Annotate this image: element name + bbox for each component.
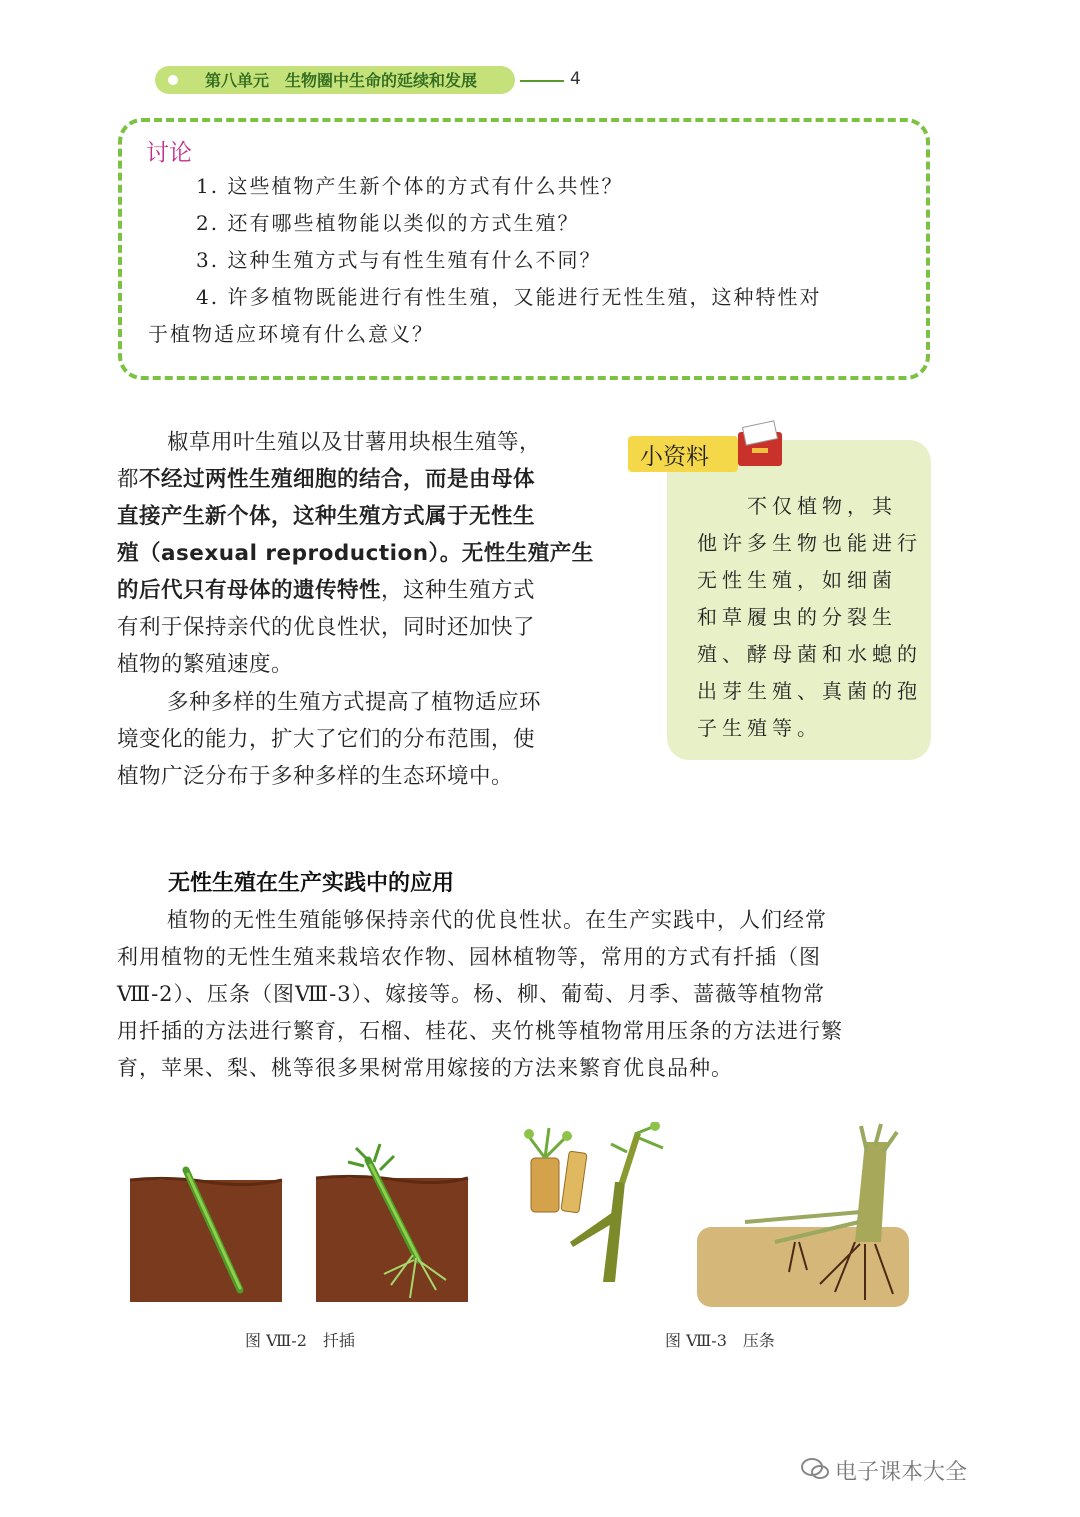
cutting-illustration — [128, 1140, 473, 1305]
section-line: 植物的无性生殖能够保持亲代的优良性状。在生产实践中，人们经常 — [167, 908, 827, 932]
body-line: 植物的繁殖速度。 — [117, 652, 294, 677]
discussion-question-4-cont: 于植物适应环境有什么意义？ — [148, 322, 434, 346]
body-line: 都不经过两性生殖细胞的结合，而是由母体 — [117, 467, 536, 492]
discussion-question-2: 2. 还有哪些植物能以类似的方式生殖？ — [196, 211, 580, 235]
body-line: 椒草用叶生殖以及甘薯用块根生殖等， — [167, 430, 542, 455]
body-line: 多种多样的生殖方式提高了植物适应环 — [167, 690, 542, 715]
discussion-title: 讨论 — [146, 140, 192, 166]
figure-caption-layering: 图 Ⅷ-3 压条 — [665, 1331, 775, 1350]
note-line: 子生殖等。 — [697, 716, 822, 740]
note-line: 殖、酵母菌和水螅的 — [697, 642, 922, 666]
body-line: 境变化的能力，扩大了它们的分布范围，使 — [117, 727, 536, 752]
header-dot-icon — [168, 75, 178, 85]
unit-title: 第八单元 生物圈中生命的延续和发展 — [205, 71, 478, 90]
file-box-icon — [730, 420, 790, 470]
wechat-watermark: 电子课本大全 — [835, 1460, 968, 1485]
header-rule — [520, 80, 564, 82]
body-line: 有利于保持亲代的优良性状，同时还加快了 — [117, 615, 536, 640]
page-number: 4 — [570, 69, 581, 89]
discussion-question-3: 3. 这种生殖方式与有性生殖有什么不同？ — [196, 248, 602, 272]
section-line: 利用植物的无性生殖来栽培农作物、园林植物等，常用的方式有扦插（图 — [117, 945, 821, 969]
wechat-icon — [800, 1456, 830, 1482]
figure-caption-cutting: 图 Ⅷ-2 扦插 — [245, 1331, 355, 1350]
body-line: 直接产生新个体，这种生殖方式属于无性生 — [117, 504, 536, 529]
note-line: 他许多生物也能进行 — [697, 531, 922, 555]
section-title: 无性生殖在生产实践中的应用 — [168, 871, 455, 896]
body-line: 殖（asexual reproduction）。无性生殖产生 — [117, 541, 594, 566]
discussion-question-4: 4. 许多植物既能进行有性生殖，又能进行无性生殖，这种特性对 — [196, 285, 822, 309]
note-line: 出芽生殖、真菌的孢 — [697, 679, 922, 703]
body-line: 的后代只有母体的遗传特性，这种生殖方式 — [117, 578, 536, 603]
note-line: 不仅植物，其 — [747, 494, 897, 518]
section-line: 用扦插的方法进行繁育，石榴、桂花、夹竹桃等植物常用压条的方法进行繁 — [117, 1019, 843, 1043]
discussion-question-1: 1. 这些植物产生新个体的方式有什么共性？ — [196, 174, 624, 198]
section-line: Ⅷ-2）、压条（图Ⅷ-3）、嫁接等。杨、柳、葡萄、月季、蔷薇等植物常 — [117, 982, 826, 1006]
section-line: 育，苹果、梨、桃等很多果树常用嫁接的方法来繁育优良品种。 — [117, 1056, 733, 1080]
body-line: 植物广泛分布于多种多样的生态环境中。 — [117, 764, 514, 789]
note-line: 无性生殖，如细菌 — [697, 568, 897, 592]
note-label: 小资料 — [640, 444, 709, 470]
layering-illustration — [515, 1122, 915, 1312]
note-line: 和草履虫的分裂生 — [697, 605, 897, 629]
